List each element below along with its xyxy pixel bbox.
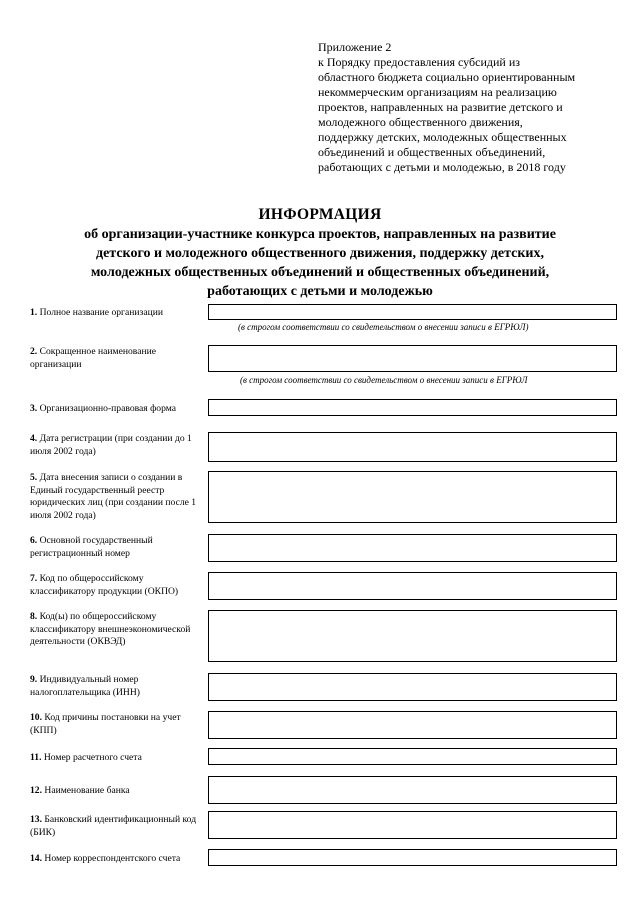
field-3-input[interactable] xyxy=(208,399,617,416)
field-12-input[interactable] xyxy=(208,776,617,804)
title-main: ИНФОРМАЦИЯ xyxy=(258,206,382,223)
annex-line: областного бюджета социально ориентированным xyxy=(318,70,576,84)
field-number: 10. xyxy=(30,712,42,723)
field-5-label: 5. Дата внесения записи о создании в Единый государственный реестр юридических лиц (при создании после 1 июля 2002 года) xyxy=(30,472,197,521)
field-6-input[interactable] xyxy=(208,534,617,562)
field-2-hint: (в строгом соответствии со свидетельством о внесении записи в ЕГРЮЛ xyxy=(240,375,528,385)
field-number: 1. xyxy=(30,307,38,318)
field-1-input[interactable] xyxy=(208,304,617,320)
field-10-label: 10. Код причины постановки на учет (КПП) xyxy=(30,712,181,736)
field-number: 7. xyxy=(30,573,38,584)
field-9-label: 9. Индивидуальный номер налогоплательщика (ИНН) xyxy=(30,674,140,698)
annex-line: проектов, направленных на развитие детского и xyxy=(318,100,563,114)
field-3-label: 3. Организационно-правовая форма xyxy=(30,403,177,414)
annex-header xyxy=(318,40,618,175)
annex-line: объединений и общественных объединений, xyxy=(318,145,546,159)
field-1-hint: (в строгом соответствии со свидетельством о внесении записи в ЕГРЮЛ) xyxy=(238,322,529,332)
field-4-input[interactable] xyxy=(208,432,617,462)
annex-line: молодежного общественного движения, xyxy=(318,115,523,129)
field-14-label: 14. Номер корреспондентского счета xyxy=(30,853,181,864)
form-title xyxy=(0,205,640,301)
title-line: работающих с детьми и молодежью xyxy=(207,284,433,299)
field-11-input[interactable] xyxy=(208,748,617,765)
field-13-label: 13. Банковский идентификационный код (БИК) xyxy=(30,814,197,838)
annex-line: к Порядку предоставления субсидий из xyxy=(318,55,520,69)
field-7-input[interactable] xyxy=(208,572,617,600)
field-number: 11. xyxy=(30,752,42,763)
field-number: 14. xyxy=(30,853,42,864)
field-number: 6. xyxy=(30,535,38,546)
field-number: 8. xyxy=(30,611,38,622)
field-6-label: 6. Основной государственный регистрационный номер xyxy=(30,535,153,559)
field-number: 4. xyxy=(30,433,38,444)
field-13-input[interactable] xyxy=(208,811,617,839)
field-4-label: 4. Дата регистрации (при создании до 1 июля 2002 года) xyxy=(30,433,192,457)
field-12-label: 12. Наименование банка xyxy=(30,785,130,796)
field-number: 5. xyxy=(30,472,38,483)
title-line: молодежных общественных объединений и общественных объединений, xyxy=(90,265,550,280)
field-14-input[interactable] xyxy=(208,849,617,866)
annex-line: поддержку детских, молодежных общественных xyxy=(318,130,567,144)
field-2-label: 2. Сокращенное наименование организации xyxy=(30,346,156,370)
field-2-input[interactable] xyxy=(208,345,617,372)
field-number: 2. xyxy=(30,346,38,357)
field-number: 9. xyxy=(30,674,38,685)
field-5-input[interactable] xyxy=(208,471,617,523)
field-11-label: 11. Номер расчетного счета xyxy=(30,752,142,763)
field-9-input[interactable] xyxy=(208,673,617,701)
field-8-label: 8. Код(ы) по общероссийскому классификатору внешнеэкономической деятельности (ОКВЭД) xyxy=(30,611,191,647)
title-line: детского и молодежного общественного движения, поддержку детских, xyxy=(96,246,544,261)
field-8-input[interactable] xyxy=(208,610,617,662)
field-number: 13. xyxy=(30,814,42,825)
title-line: об организации-участнике конкурса проектов, направленных на развитие xyxy=(84,227,556,242)
annex-line: Приложение 2 xyxy=(318,40,392,54)
field-number: 12. xyxy=(30,785,42,796)
field-number: 3. xyxy=(30,403,38,414)
annex-line: работающих с детьми и молодежью, в 2018 году xyxy=(318,160,566,174)
field-7-label: 7. Код по общероссийскому классификатору продукции (ОКПО) xyxy=(30,573,179,597)
field-10-input[interactable] xyxy=(208,711,617,739)
annex-line: некоммерческим организациям на реализацию xyxy=(318,85,557,99)
field-1-label: 1. Полное название организации xyxy=(30,307,163,318)
